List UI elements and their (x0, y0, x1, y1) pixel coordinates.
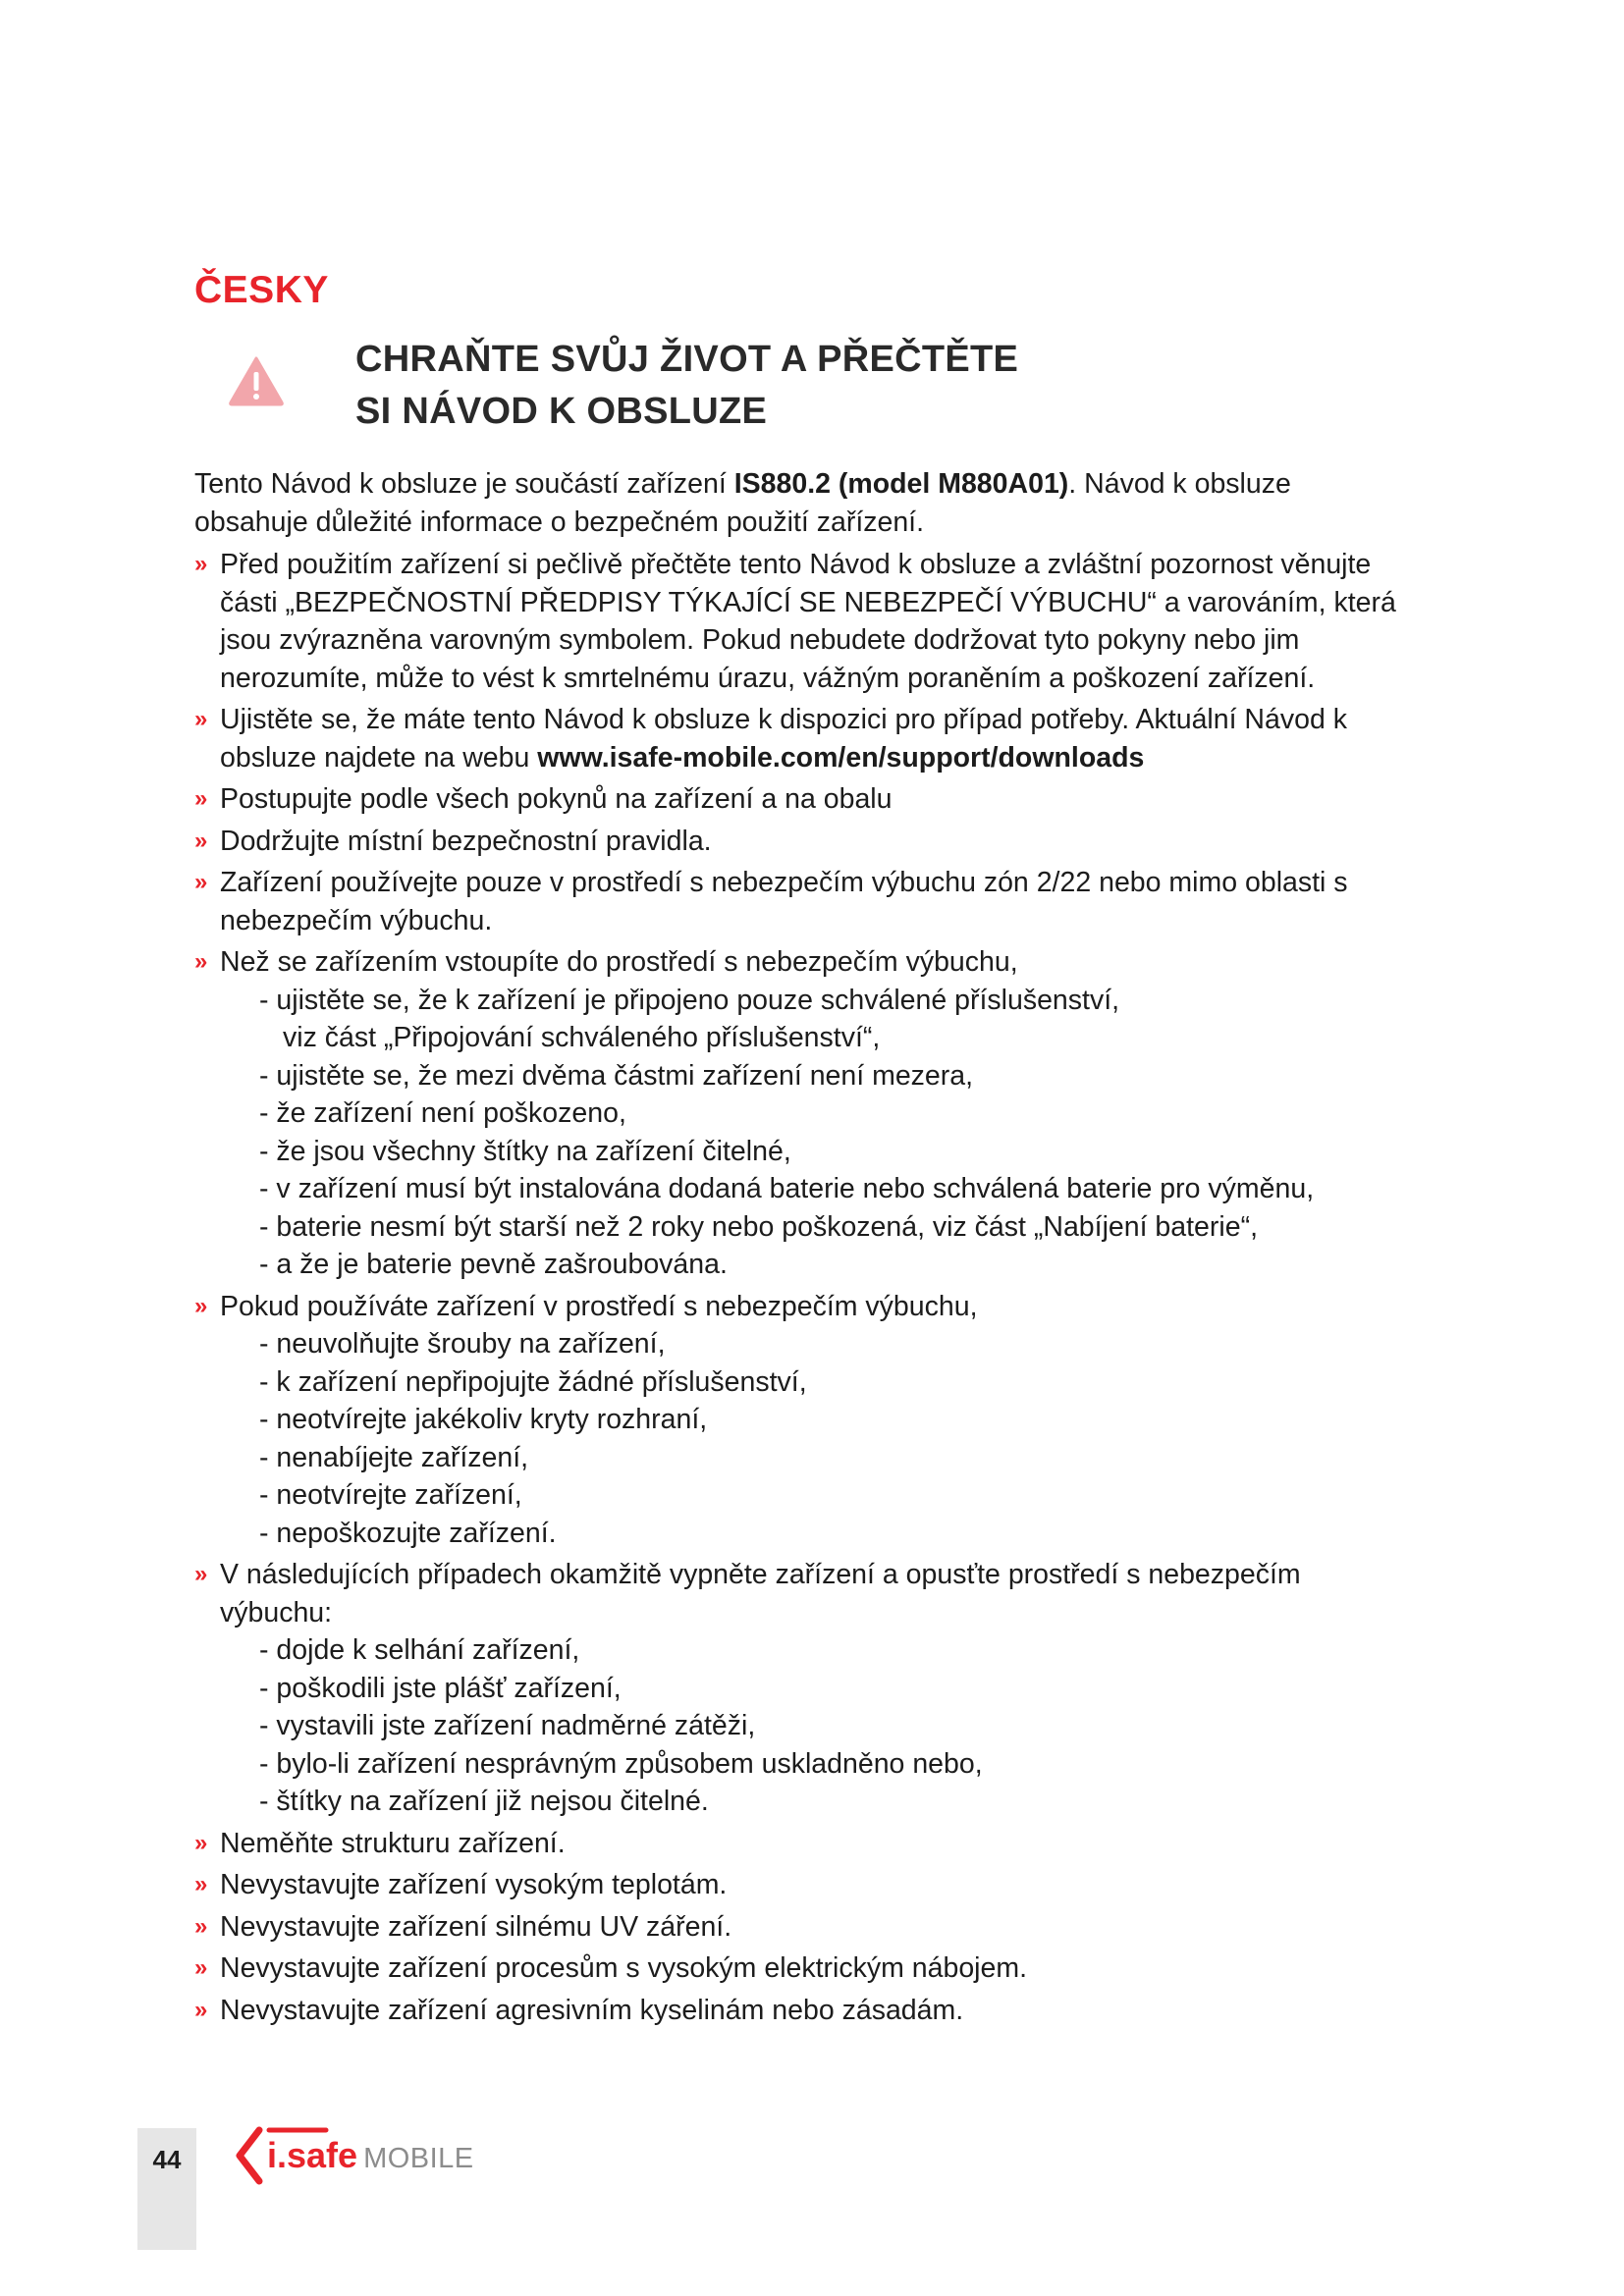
intro-text-after: . Návod k obsluze obsahuje důležité informace o bezpečném použití zařízení. (194, 468, 1291, 538)
sub-list-item: - neuvolňujte šrouby na zařízení, (259, 1328, 666, 1360)
sub-list-item-continuation: viz část „Připojování schváleného příslušenství“, (283, 1022, 881, 1053)
list-item-text: Než se zařízením vstoupíte do prostředí s nebezpečím výbuchu, (220, 946, 1018, 978)
intro-product-name: IS880.2 (model M880A01) (733, 468, 1069, 500)
sub-list-item: - dojde k selhání zařízení, (259, 1634, 580, 1666)
bullet-marker-icon: » (194, 1561, 204, 1587)
sub-list (220, 982, 1412, 1284)
sub-list-item: - neotvírejte jakékoliv kryty rozhraní, (259, 1404, 708, 1435)
list-item (194, 823, 1412, 861)
list-item (194, 1866, 1412, 1904)
sub-list-item: - neotvírejte zařízení, (259, 1479, 522, 1511)
list-item-text: Zařízení používejte pouze v prostředí s nebezpečím výbuchu zón 2/22 nebo mimo oblasti s nebezpečím výbuchu. (220, 867, 1348, 936)
list-item (194, 1556, 1412, 1821)
bullet-marker-icon: » (194, 1829, 204, 1856)
bullet-marker-icon: » (194, 869, 204, 895)
bullet-marker-icon: » (194, 785, 204, 812)
list-item (194, 1288, 1412, 1553)
page-number: 44 (152, 2145, 182, 2174)
list-item (194, 1825, 1412, 1863)
list-item-text: V následujících případech okamžitě vypněte zařízení a opusťte prostředí s nebezpečím výbuchu: (220, 1559, 1301, 1629)
sub-list-item (259, 982, 1412, 1057)
list-item (194, 701, 1412, 776)
list-item-text: Před použitím zařízení si pečlivě přečtěte tento Návod k obsluze a zvláštní pozornost věnujte části „BEZPEČNOSTNÍ PŘEDPISY TÝKAJÍCÍ SE NEBEZPEČÍ VÝBUCHU“ a varováním, která jsou zvýrazněna varovným symbolem. Pokud nebudete dodržovat tyto pokyny nebo jim nerozumíte, může to vést k smrtelnému úrazu, vážným poraněním a poškození zařízení. (220, 549, 1396, 694)
bullet-marker-icon: » (194, 551, 204, 577)
list-item (194, 1908, 1412, 1947)
sub-list-item: - poškodili jste plášť zařízení, (259, 1672, 622, 1704)
bullet-marker-icon: » (194, 1912, 204, 1940)
language-heading: ČESKY (194, 269, 329, 311)
bullet-marker-icon: » (194, 1954, 204, 1981)
logo-wordmark (267, 2135, 474, 2176)
list-item-text: Postupujte podle všech pokynů na zařízení a na obalu (220, 783, 893, 815)
list-item-text: Nevystavujte zařízení silnému UV záření. (220, 1910, 732, 1943)
bullet-marker-icon: » (194, 948, 204, 975)
logo-suffix: MOBILE (363, 2143, 474, 2174)
intro-paragraph (194, 465, 1412, 541)
sub-list-item: - nepoškozujte zařízení. (259, 1517, 557, 1549)
bullet-marker-icon: » (194, 1871, 204, 1897)
list-item-text: Dodržujte místní bezpečnostní pravidla. (220, 825, 712, 857)
sub-list-item: - bylo-li zařízení nesprávným způsobem uskladněno nebo, (259, 1747, 983, 1780)
sub-list-item: - v zařízení musí být instalována dodaná baterie nebo schválená baterie pro výměnu, (259, 1173, 1315, 1204)
sub-list (220, 1631, 1412, 1821)
sub-list-item: - k zařízení nepřipojujte žádné příslušenství, (259, 1365, 807, 1398)
list-item-text: Pokud používáte zařízení v prostředí s nebezpečím výbuchu, (220, 1290, 978, 1322)
list-item (194, 864, 1412, 939)
list-item-text: Ujistěte se, že máte tento Návod k obsluze k dispozici pro případ potřeby. Aktuální Návod k obsluze najdete na webu (220, 704, 1347, 774)
sub-list-item: - vystavili jste zařízení nadměrné zátěži, (259, 1710, 756, 1741)
safety-content (194, 465, 1412, 2033)
sub-list (220, 1325, 1412, 1552)
sub-list-item: - že jsou všechny štítky na zařízení čitelné, (259, 1135, 791, 1167)
logo-brand: i.safe (267, 2135, 358, 2175)
list-item (194, 546, 1412, 697)
list-item-text: Nevystavujte zařízení vysokým teplotám. (220, 1869, 728, 1900)
list-item-text: Nevystavujte zařízení agresivním kyselinám nebo zásadám. (220, 1994, 964, 2026)
page-title (355, 334, 1018, 438)
list-item (194, 780, 1412, 819)
sub-list-item: - že zařízení není poškozeno, (259, 1097, 626, 1129)
bullet-marker-icon: » (194, 1996, 204, 2023)
sub-list-item: - a že je baterie pevně zašroubována. (259, 1249, 728, 1280)
bullet-marker-icon: » (194, 706, 204, 732)
sub-list-item: - štítky na zařízení již nejsou čitelné. (259, 1786, 709, 1817)
bullet-marker-icon: » (194, 827, 204, 854)
sub-list-item: - ujistěte se, že mezi dvěma částmi zařízení není mezera, (259, 1059, 974, 1092)
list-item (194, 943, 1412, 1284)
intro-text-before: Tento Návod k obsluze je součástí zařízení (194, 468, 734, 500)
sub-list-item: - baterie nesmí být starší než 2 roky nebo poškozená, viz část „Nabíjení baterie“, (259, 1210, 1258, 1243)
page-title-line-1: CHRAŇTE SVŮJ ŽIVOT A PŘEČTĚTE (355, 339, 1019, 380)
downloads-link[interactable]: www.isafe-mobile.com/en/support/downloads (537, 741, 1145, 774)
list-item-text: Nevystavujte zařízení procesům s vysokým elektrickým nábojem. (220, 1952, 1028, 1984)
warning-triangle-icon (228, 355, 285, 406)
list-item-text: Neměňte strukturu zařízení. (220, 1827, 566, 1859)
bullet-marker-icon: » (194, 1292, 204, 1319)
sub-list-item: - nenabíjejte zařízení, (259, 1441, 529, 1473)
safety-instruction-list (194, 546, 1412, 2029)
page-title-line-2: SI NÁVOD K OBSLUZE (355, 391, 768, 432)
list-item (194, 1949, 1412, 1988)
sub-list-item-text: - ujistěte se, že k zařízení je připojeno pouze schválené příslušenství, (259, 984, 1120, 1016)
list-item (194, 1992, 1412, 2030)
